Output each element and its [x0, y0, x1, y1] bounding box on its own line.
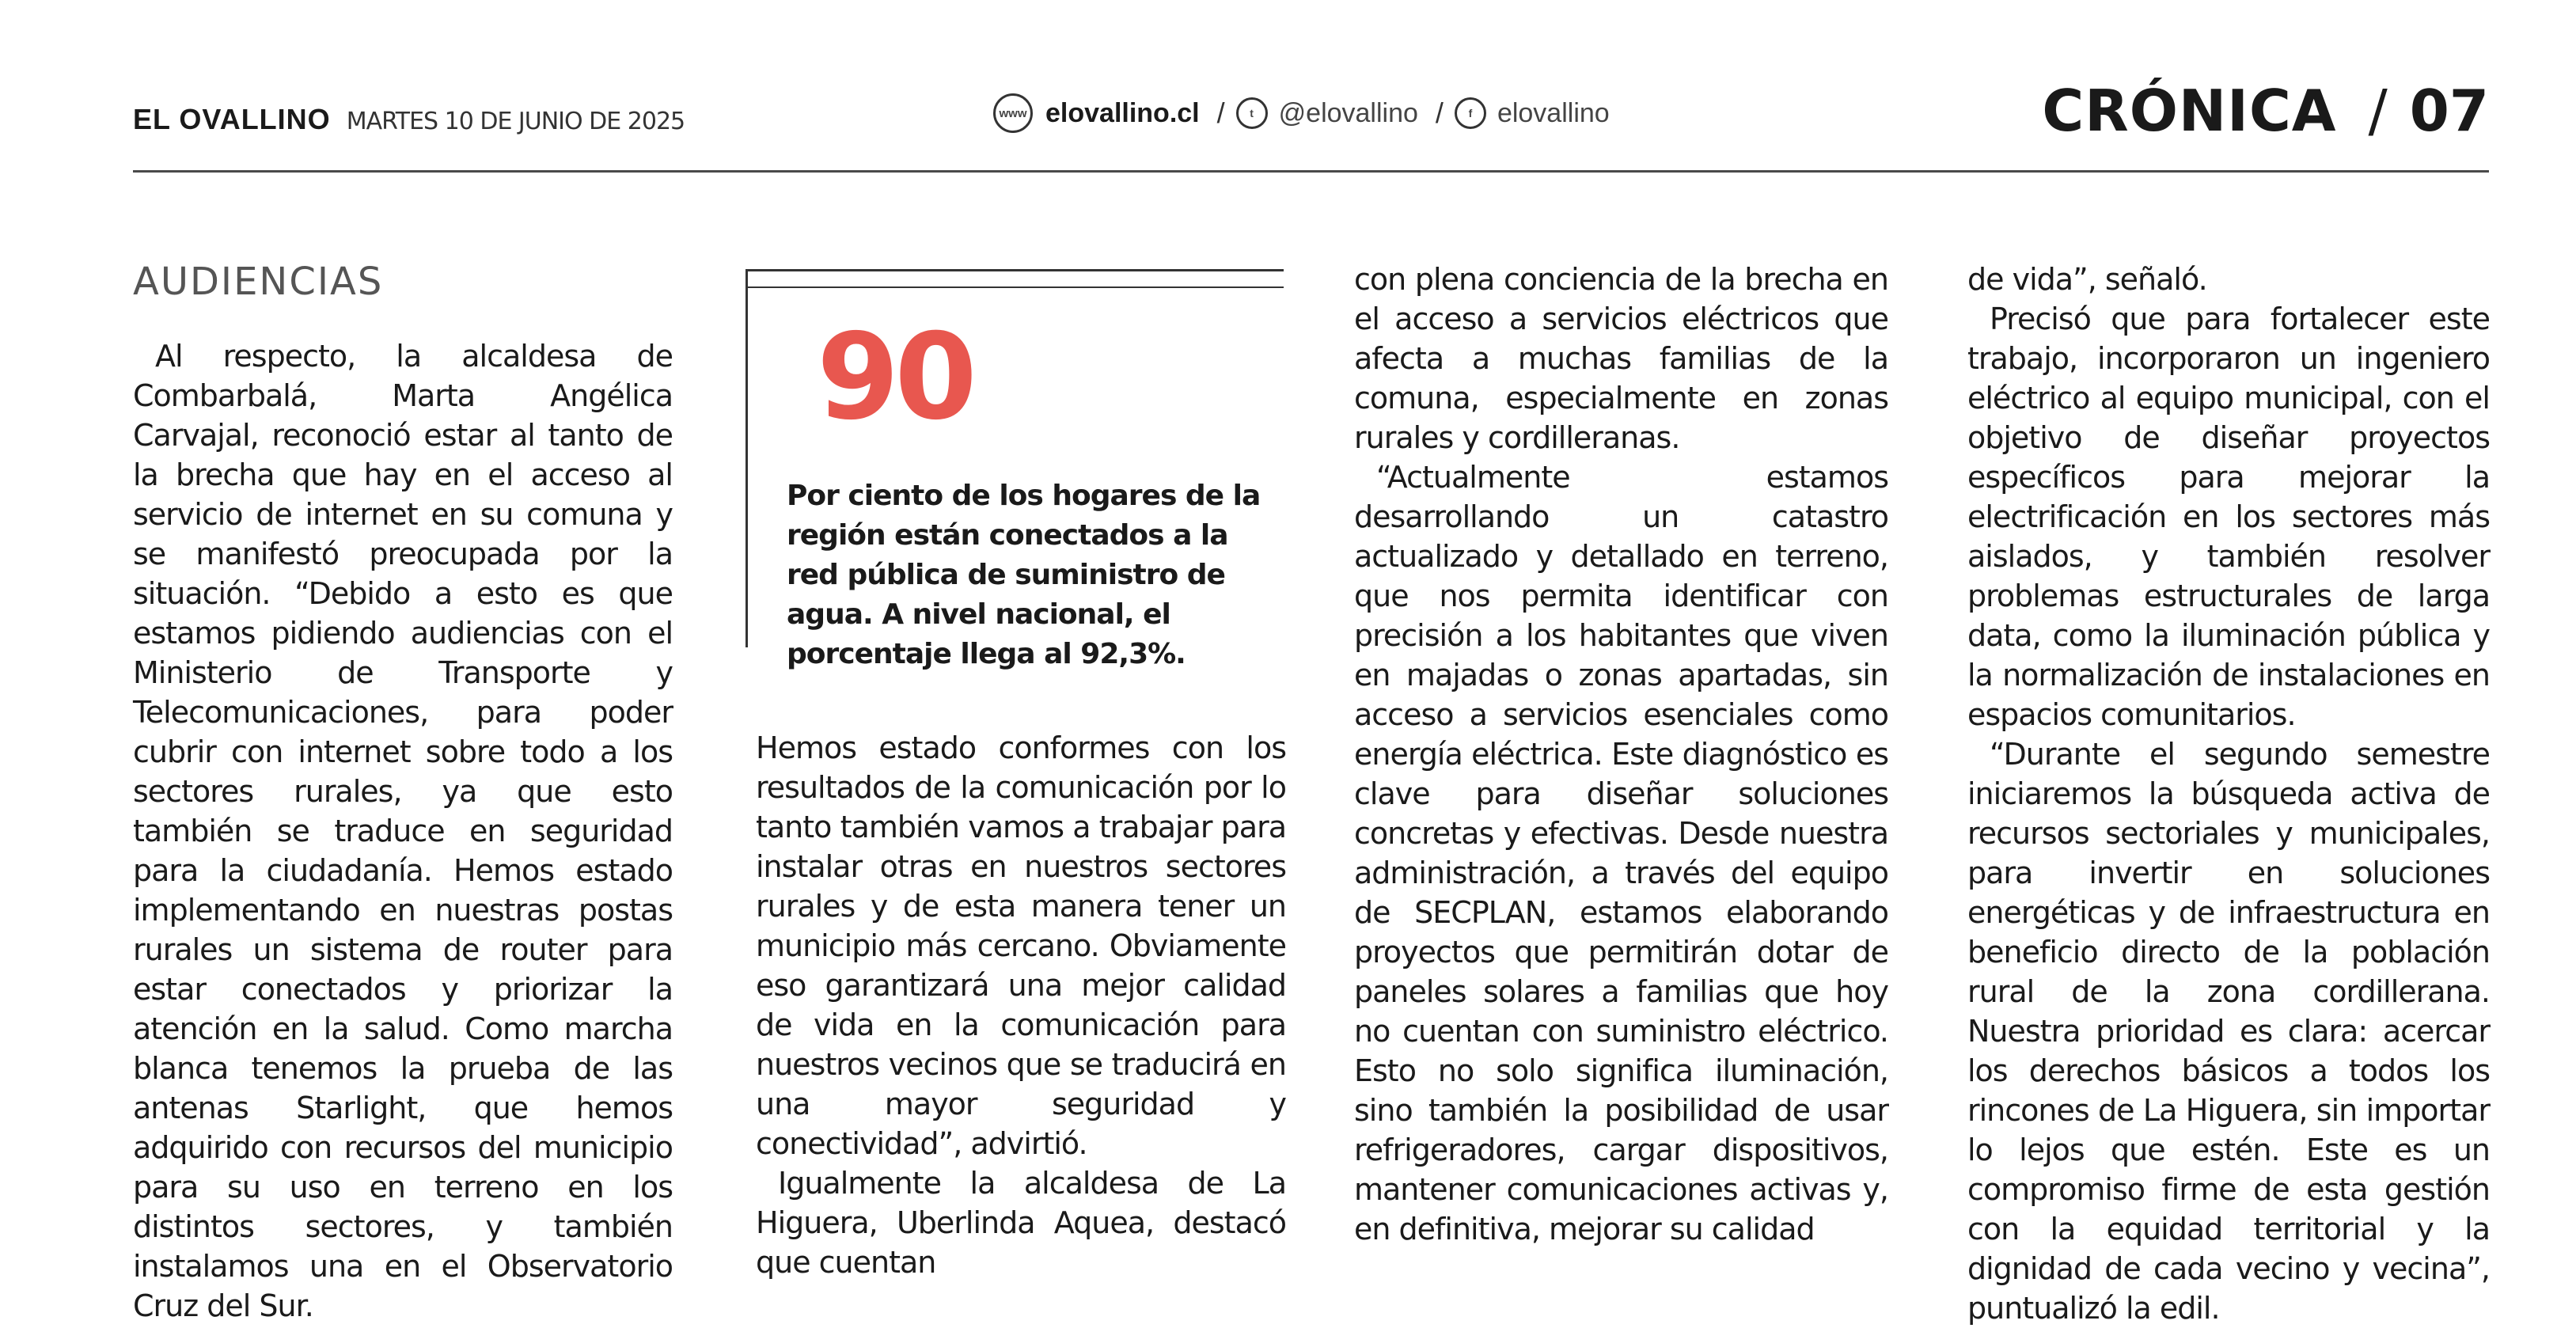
- facebook-icon: f: [1455, 97, 1486, 129]
- masthead: [133, 103, 685, 136]
- separator: /: [1216, 97, 1225, 129]
- article-column-2: [756, 728, 1286, 1282]
- stat-caption: Por ciento de los hogares de la región están conectados a la red pública de suministro de agua. A nivel nacional, el porcentaje llega al 92,3%.: [787, 480, 1261, 670]
- paragraph: Al respecto, la alcaldesa de Combarbalá, Marta Angélica Carvajal, reconoció estar al tanto de la brecha que hay en el acceso al servicio de internet en su comuna y se manifestó preocupada por la situación. “Debido a esto es que estamos pidiendo audiencias con el Ministerio de Transporte y Telecomunicaciones, para poder cubrir con internet sobre todo a los sectores rurales, ya que esto también se traduce en seguridad para la ciudadanía. Hemos estado implementando en nuestras postas rurales un sistema de router para estar conectados y priorizar la atención en la salud. Como marcha blanca tenemos la prueba de las antenas Starlight, que hemos adquirido con recursos del municipio para su uso en terreno en los distintos sectores, y también instalamos una en el Observatorio Cruz del Sur.: [133, 339, 673, 1323]
- article-subhead: AUDIENCIAS: [133, 260, 384, 304]
- stat-number: 90: [817, 309, 973, 446]
- stat-box-second-rule: [745, 286, 1284, 288]
- article-column-3: [1354, 260, 1888, 1249]
- section-slash: /: [2368, 78, 2388, 144]
- twitter-handle[interactable]: @elovallino: [1278, 97, 1418, 128]
- section-name: CRÓNICA: [2042, 78, 2337, 144]
- facebook-handle[interactable]: elovallino: [1497, 97, 1610, 128]
- paragraph: con plena conciencia de la brecha en el acceso a servicios eléctricos que afecta a muchas familias de la comuna, especialmente en zonas rurales y cordilleranas.: [1354, 262, 1888, 455]
- stat-box: [745, 269, 1284, 670]
- article-column-4: [1967, 260, 2490, 1328]
- page-number: 07: [2409, 78, 2489, 144]
- paragraph: de vida”, señaló.: [1967, 262, 2207, 297]
- stat-box-left-rule: [745, 269, 748, 647]
- paragraph: Hemos estado conformes con los resultados de la comunicación por lo tanto también vamos a trabajar para instalar otras en nuestros sectores rurales y de esta manera tener un municipio más cercano. Obviamente eso garantizará una mejor calidad de vida en la comunicación para nuestros vecinos que se traducirá en una mayor seguridad y conectividad”, advirtió.: [756, 730, 1286, 1161]
- header-rule: [133, 170, 2489, 173]
- paragraph: “Actualmente estamos desarrollando un catastro actualizado y detallado en terreno, que nos permita identificar con precisión a los habitantes que viven en majadas o zonas apartadas, sin acceso a servicios esenciales como energía eléctrica. Este diagnóstico es clave para diseñar soluciones concretas y efectivas. Desde nuestra administración, a través del equipo de SECPLAN, estamos elaborando proyectos que permitirán dotar de paneles solares a familias que hoy no cuentan con suministro eléctrico. Esto no solo significa iluminación, sino también la posibilidad de usar refrigeradores, cargar dispositivos, mantener comunicaciones activas y, en definitiva, mejorar su calidad: [1354, 460, 1888, 1246]
- social-links: [993, 93, 1610, 133]
- web-icon: www: [993, 93, 1033, 133]
- issue-date: MARTES 10 DE JUNIO DE 2025: [346, 108, 685, 135]
- paragraph: Precisó que para fortalecer este trabajo, incorporaron un ingeniero eléctrico al equipo municipal, con el objetivo de diseñar proyectos específicos para mejorar la electrificación en los sectores más aislados, y también resolver problemas estructurales de larga data, como la iluminación pública y la normalización de instalaciones en espacios comunitarios.: [1967, 302, 2490, 732]
- website-link[interactable]: elovallino.cl: [1045, 97, 1200, 128]
- stat-box-top-rule: [745, 269, 1284, 271]
- article-column-1: [133, 336, 673, 1326]
- twitter-icon: t: [1236, 97, 1268, 129]
- section-header: [2042, 78, 2489, 144]
- paragraph: Igualmente la alcaldesa de La Higuera, Uberlinda Aquea, destacó que cuentan: [756, 1166, 1286, 1280]
- separator: /: [1435, 97, 1444, 129]
- newspaper-name: EL OVALLINO: [133, 103, 331, 135]
- paragraph: “Durante el segundo semestre iniciaremos la búsqueda activa de recursos sectoriales y municipales, para invertir en soluciones energéticas y de infraestructura en beneficio directo de la población rural de la zona cordillerana. Nuestra prioridad es clara: acercar los derechos básicos a todos los rincones de La Higuera, sin importar lo lejos que estén. Este es un compromiso firme de esta gestión con la equidad territorial y la dignidad de cada vecino y vecina”, puntualizó la edil.: [1967, 737, 2490, 1326]
